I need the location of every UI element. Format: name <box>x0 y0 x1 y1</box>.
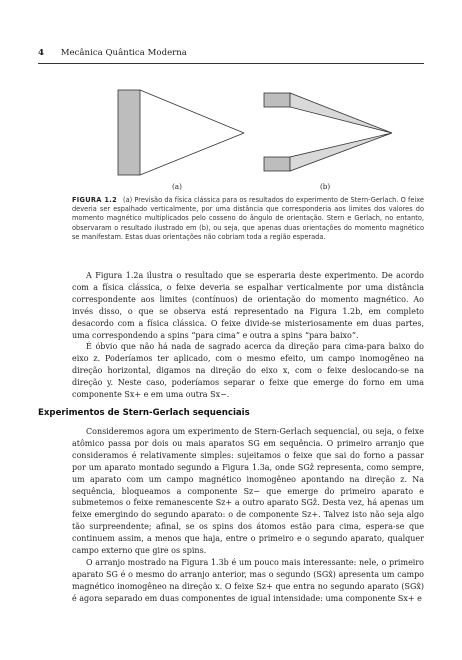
screen-panel-a <box>118 90 140 175</box>
figure-panel-a <box>118 90 244 175</box>
paragraph: O arranjo mostrado na Figura 1.3b é um pouco mais interessante: nele, o primeiro aparato SG é o mesmo do arranjo anterior, mas o segundo (SGx̂) apresenta um campo magnético inomogêneo na direção x. O feixe Sz+ que entra no segundo aparato (SGx̂) é agora separado em duas componentes de igual intensidade: uma componente Sx+ e <box>72 557 424 603</box>
caption-label: FIGURA 1.2 <box>72 196 117 204</box>
paragraph: Consideremos agora um experimento de Stern-Gerlach sequencial, ou seja, o feixe atômico passa por dois ou mais aparatos SG em sequência. O primeiro arranjo que consideramos é relativamente simples: sujeitamos o feixe que sai do forno a passar por um aparato montado segundo a Figura 1.3a, onde SGẑ representa, como sempre, um aparato com um campo magnético inomogêneo apontando na direção z. Na sequência, bloqueamos a componente Sz− que emerge do primeiro aparato e submetemos o feixe remanescente Sz+ a outro aparato SGẑ. Desta vez, há apenas um feixe emergindo do segundo aparato: o de componente Sz+. Talvez isto não seja algo tão surpreendente; afinal, se os spins dos átomos estão para cima, espera-se que continuem assim, a menos que haja, entre o primeiro e o segundo aparato, qualquer campo externo que gire os spins. <box>72 427 424 556</box>
caption-text: (a) Previsão da física clássica para os resultados do experimento de Stern-Gerlach. O feixe deveria ser espalhado verticalmente, por uma distância que corresponderia aos limites dos valores do momento magnético multiplicados pelo cosseno do ângulo de orientação. Stern e Gerlach, no entanto, observaram o resultado ilustrado em (b), ou seja, que apenas duas orientações do momento magnético se manifestam. Estas duas orientações não cobriam toda a região esperada. <box>72 196 424 241</box>
beam-lower-a <box>140 133 244 175</box>
lower-spot-b <box>264 157 290 171</box>
figure-panel-b <box>264 93 392 171</box>
running-title: Mecânica Quântica Moderna <box>60 48 187 58</box>
body-text-top <box>72 270 424 401</box>
beam-upper-a <box>140 90 244 133</box>
page-number: 4 <box>38 48 44 58</box>
lower-beam-b <box>290 133 392 171</box>
upper-spot-b <box>264 93 290 107</box>
body-text-bottom <box>72 426 424 605</box>
upper-beam-b <box>290 93 392 133</box>
figure-label-a: (a) <box>172 182 182 191</box>
figure-label-b: (b) <box>320 182 331 191</box>
paragraph: É óbvio que não há nada de sagrado acerca da direção para cima-para baixo do eixo z. Poderíamos ter aplicado, com o mesmo efeito, um campo inomogêneo na direção horizontal, digamos na direção do eixo x, com o feixe deslocando-se na direção y. Neste caso, poderíamos separar o feixe que emerge do forno em uma componente Sx+ e em uma outra Sx−. <box>72 342 424 400</box>
figure-1-2 <box>0 0 462 200</box>
paragraph: A Figura 1.2a ilustra o resultado que se esperaria deste experimento. De acordo com a física clássica, o feixe deveria se espalhar verticalmente por uma distância correspondente aos limites (contínuos) de orientação do momento magnético. Ao invés disso, o que se observa está representado na Figura 1.2b, em completo desacordo com a física clássica. O feixe divide-se misteriosamente em duas partes, uma correspondendo a spins “para cima” e outra a spins “para baixo”. <box>72 271 424 340</box>
figure-caption <box>72 196 424 242</box>
section-heading: Experimentos de Stern-Gerlach sequenciais <box>38 408 250 418</box>
